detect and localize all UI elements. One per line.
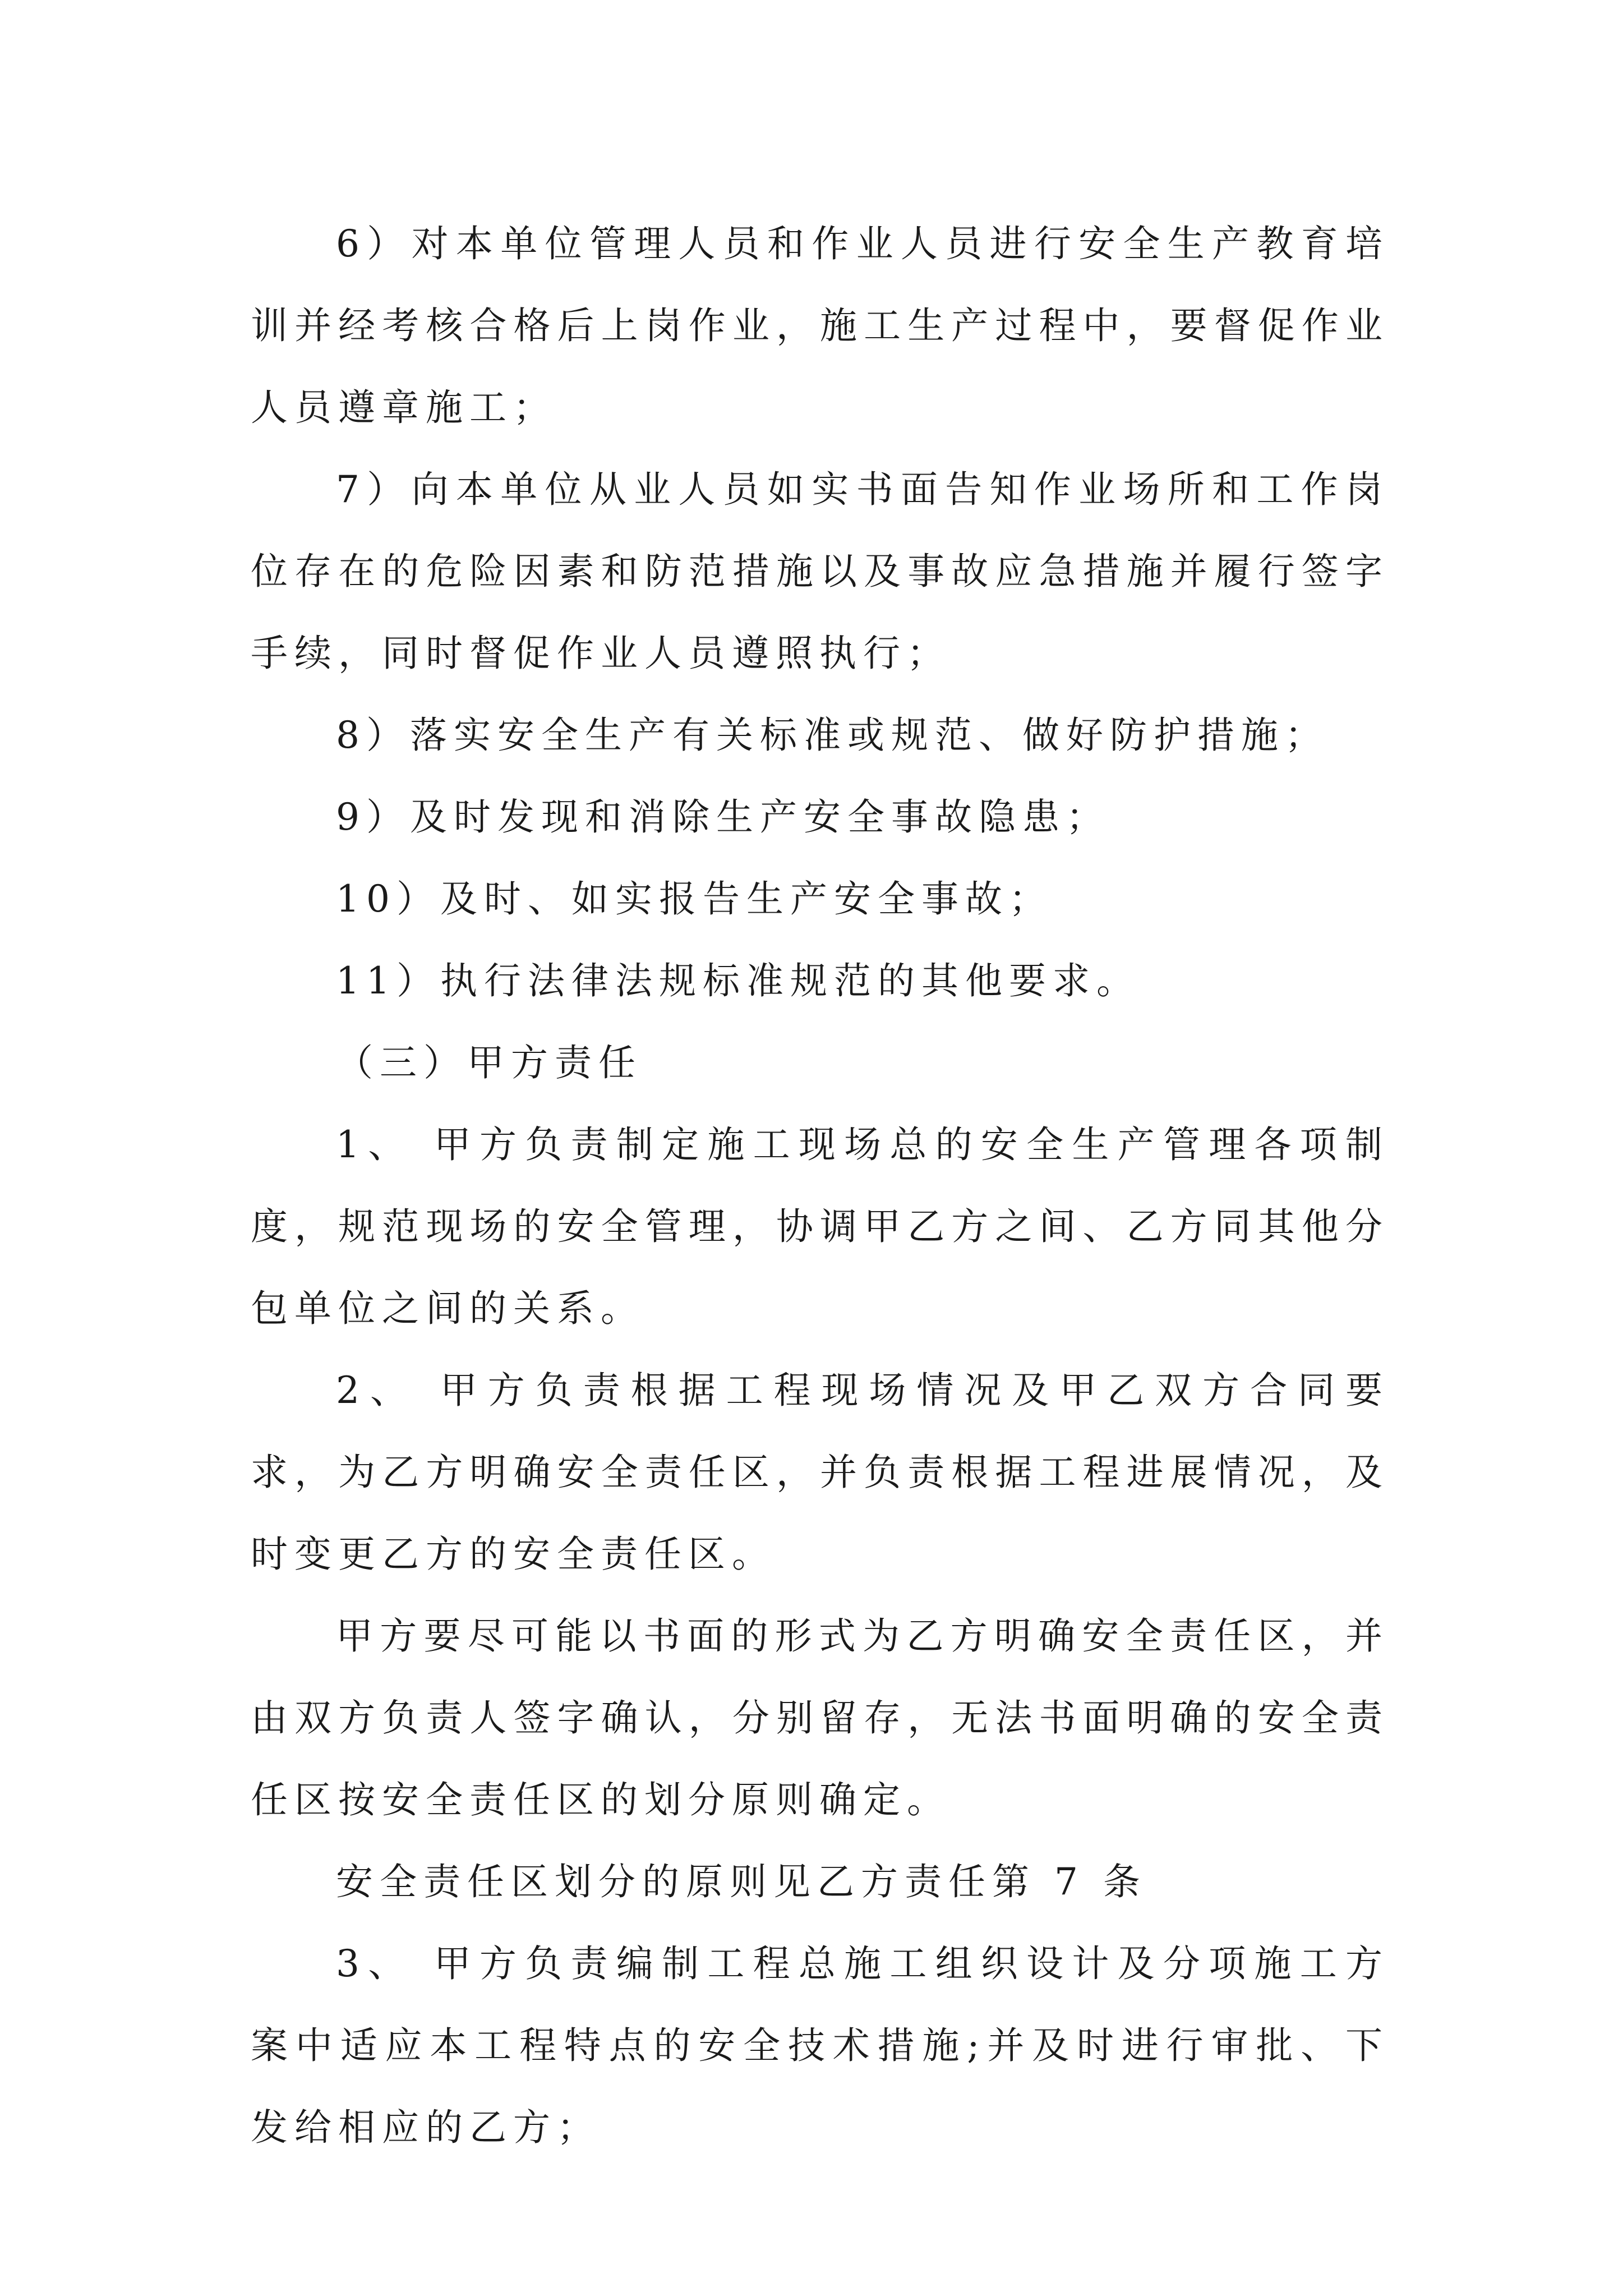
document-body xyxy=(251,203,1389,2169)
paragraph-item-7: 7）向本单位从业人员如实书面告知作业场所和工作岗位存在的危险因素和防范措施以及事故应急措施并履行签字手续，同时督促作业人员遵照执行； xyxy=(251,468,1389,675)
paragraph-item-9: 9）及时发现和消除生产安全事故隐患； xyxy=(336,795,1110,839)
paragraph-written-confirmation: 甲方要尽可能以书面的形式为乙方明确安全责任区，并由双方负责人签字确认，分别留存，无法书面明确的安全责任区按安全责任区的划分原则确定。 xyxy=(251,1614,1389,1821)
paragraph-item-8: 8）落实安全生产有关标准或规范、做好防护措施； xyxy=(336,714,1329,757)
paragraph-zone-principle: 安全责任区划分的原则见乙方责任第 7 条 xyxy=(336,1860,1147,1903)
paragraph-item-11: 11）执行法律法规标准规范的其他要求。 xyxy=(336,959,1140,1002)
paragraph-item-6: 6）对本单位管理人员和作业人员进行安全生产教育培训并经考核合格后上岗作业，施工生产过程中，要督促作业人员遵章施工； xyxy=(251,222,1389,429)
paragraph-party-a-3: 3、 甲方负责编制工程总施工组织设计及分项施工方案中适应本工程特点的安全技术措施;并及时进行审批、下发给相应的乙方； xyxy=(251,1942,1389,2149)
paragraph-party-a-2: 2、 甲方负责根据工程现场情况及甲乙双方合同要求，为乙方明确安全责任区，并负责根据工程进展情况，及时变更乙方的安全责任区。 xyxy=(251,1369,1389,1576)
section-heading-party-a: （三）甲方责任 xyxy=(336,1041,642,1084)
paragraph-party-a-1: 1、 甲方负责制定施工现场总的安全生产管理各项制度，规范现场的安全管理，协调甲乙方之间、乙方同其他分包单位之间的关系。 xyxy=(251,1123,1389,1330)
paragraph-item-10: 10）及时、如实报告生产安全事故； xyxy=(336,877,1053,921)
